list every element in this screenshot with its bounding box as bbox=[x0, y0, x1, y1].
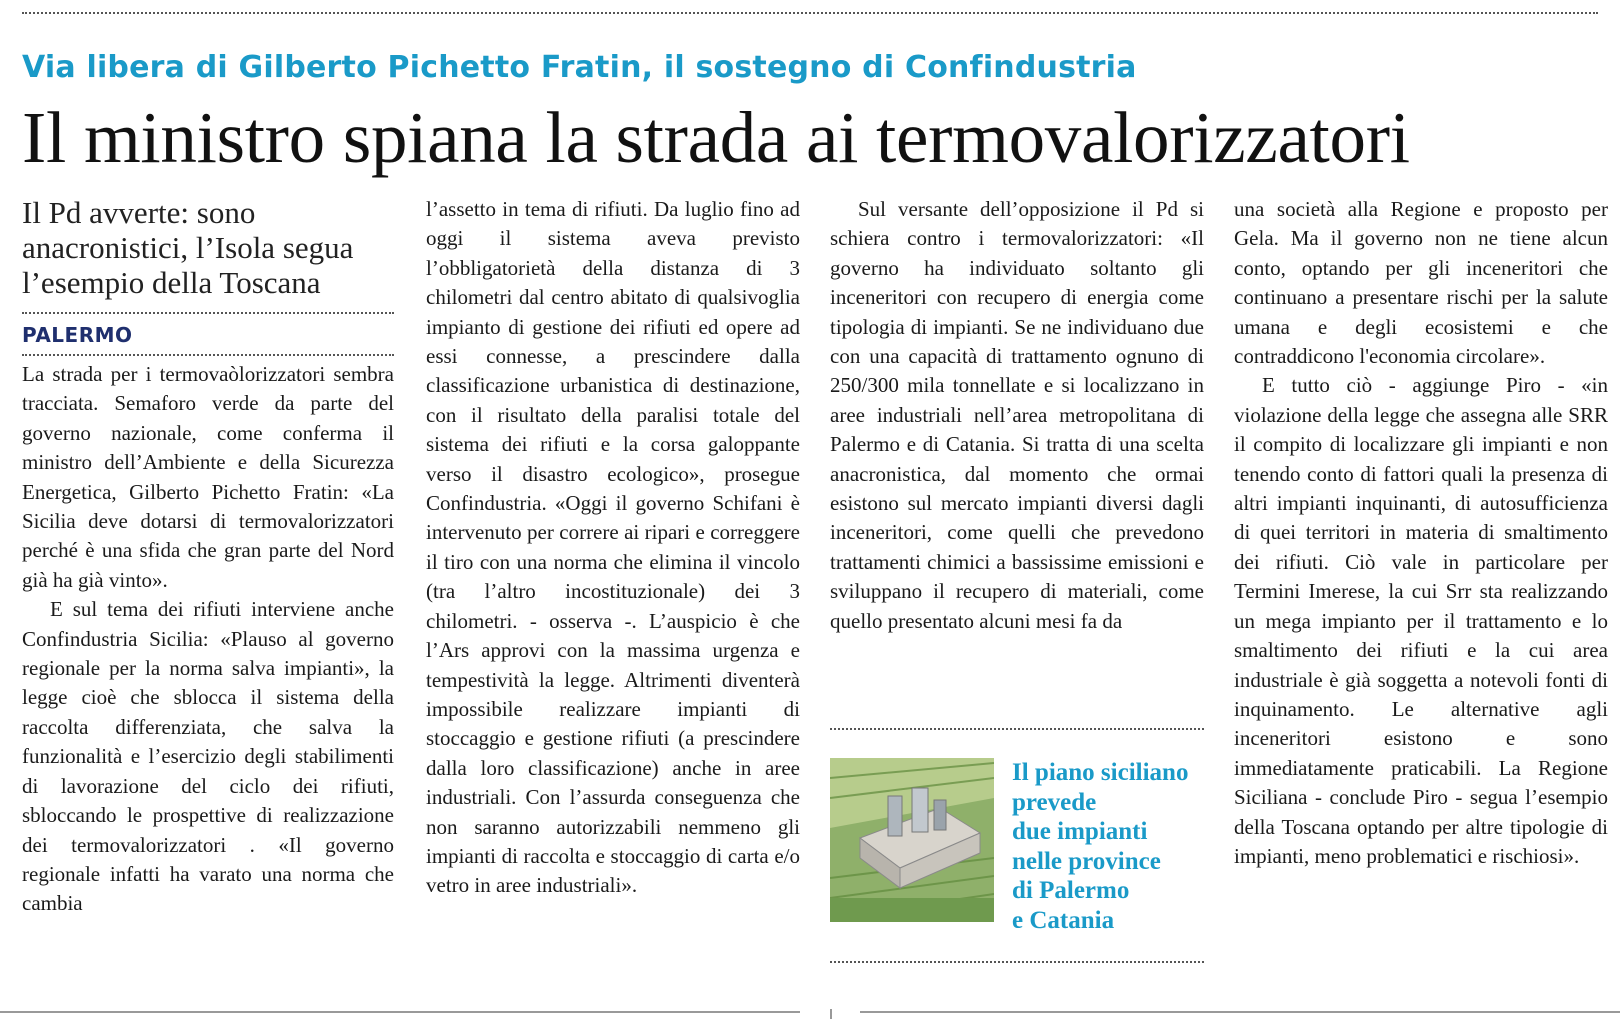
page-bottom-tick bbox=[830, 1009, 832, 1019]
dateline-divider bbox=[22, 354, 394, 356]
kicker: Via libera di Gilberto Pichetto Fratin, il sostegno di Confindustria bbox=[22, 50, 1137, 85]
page-bottom-rule bbox=[860, 1011, 1620, 1013]
article-column-2 bbox=[426, 195, 800, 901]
sidebar-top-rule bbox=[830, 728, 1204, 730]
article-column-1 bbox=[22, 195, 394, 919]
subhead: Il Pd avverte: sono anacronistici, l’Isola segua l’esempio della Toscana bbox=[22, 195, 354, 300]
sidebar-bottom-rule bbox=[830, 961, 1204, 963]
sidebar-box bbox=[830, 728, 1204, 963]
dateline: PALERMO bbox=[22, 323, 133, 347]
article-column-3 bbox=[830, 195, 1204, 636]
article-column-4 bbox=[1234, 195, 1608, 871]
paragraph: Sul versante dell’opposizione il Pd si schiera contro i termovalorizzatori: «Il governo ha individuato soltanto gli inceneritori con recupero di energia come tipologia di impianti. Se ne individuano due con una capacità di trattamento ognuno di 250/300 mila tonnellate e si localizzano in aree industriali nell’area metropolitana di Palermo e di Catania. Si tratta di una scelta anacronistica, dal momento che ormai esistono sul mercato impianti diversi dagli inceneritori, come quelli che prevedono trattamenti chimici a bassissime emissioni e sviluppano il recupero di materiali, come quello presentato alcuni mesi fa da bbox=[830, 197, 1204, 633]
paragraph: l’assetto in tema di rifiuti. Da luglio fino ad oggi il sistema aveva previsto l’obbligatorietà della distanza di 3 chilometri dal centro abitato di qualsivoglia impianto di gestione dei rifiuti ed opere ad essi connesse, a prescindere dalla classificazione urbanistica di destinazione, con il risultato della paralisi totale del sistema dei rifiuti e la corsa galoppante verso il disastro ecologico», prosegue Confindustria. «Oggi il governo Schifani è intervenuto per correre ai ripari e correggere il tiro con una norma che elimina il vincolo (tra l’altro incostituzionale) dei 3 chilometri. - osserva -. L’auspicio è che l’Ars approvi con la massima urgenza e tempestività la legge. Altrimenti diventerà impossibile realizzare impianti di stoccaggio e gestione rifiuti (a prescindere dalla loro classificazione) anche in aree industriali. Con l’assurda conseguenza che non saranno autorizzabili nemmeno gli impianti di raccolta e stoccaggio di carta e/o vetro in aree industriali». bbox=[426, 197, 800, 898]
paragraph: La strada per i termovaòlorizzatori sembra tracciata. Semaforo verde da parte del governo nazionale, come conferma il ministro dell’Ambiente e della Sicurezza Energetica, Gilberto Pichetto Fratin: «La Sicilia deve dotarsi di termovalorizzatori perché è una sfida che gran parte del Nord già ha già vinto». bbox=[22, 362, 394, 592]
paragraph: E tutto ciò - aggiunge Piro - «in violazione della legge che assegna alle SRR il compito di localizzare gli impianti e non tenendo conto di fattori quali la presenza di altri impianti inquinanti, di autosufficienza di quei territori in materia di smaltimento dei rifiuti. Ciò vale in particolare per Termini Imerese, la cui Srr sta realizzando un mega impianto per il trattamento e lo smaltimento dei rifiuti e la cui area industriale è già soggetta a notevoli fonti di inquinamento. Le alternative agli inceneritori esistono e sono immediatamente praticabili. La Regione Siciliana - conclude Piro - segua l’esempio della Toscana optando per altre tipologie di impianti, meno problematici e rischiosi». bbox=[1234, 373, 1608, 868]
sidebar-caption: Il piano siciliano prevede due impianti nelle province di Palermo e Catania bbox=[1012, 759, 1189, 934]
paragraph: una società alla Regione e proposto per Gela. Ma il governo non ne tiene alcun conto, optando per gli inceneritori che continuano a presentare rischi per la salute umana e degli ecosistemi e che contraddicono l'economia circolare». bbox=[1234, 197, 1608, 369]
top-dotted-rule bbox=[22, 12, 1598, 14]
headline: Il ministro spiana la strada ai termovalorizzatori bbox=[22, 97, 1410, 178]
paragraph: E sul tema dei rifiuti interviene anche Confindustria Sicilia: «Plauso al governo regionale per la norma salva impianti», la legge cioè che sblocca il sistema della raccolta differenziata, che salva la funzionalità e l’esercizio degli stabilimenti di lavorazione del ciclo dei rifiuti, sbloccando le prospettive di realizzazione dei termovalorizzatori . «Il governo regionale infatti ha varato una norma che cambia bbox=[22, 597, 394, 916]
page-bottom-rule bbox=[0, 1011, 800, 1013]
plant-rendering-photo bbox=[830, 758, 994, 922]
subhead-divider bbox=[22, 312, 394, 314]
